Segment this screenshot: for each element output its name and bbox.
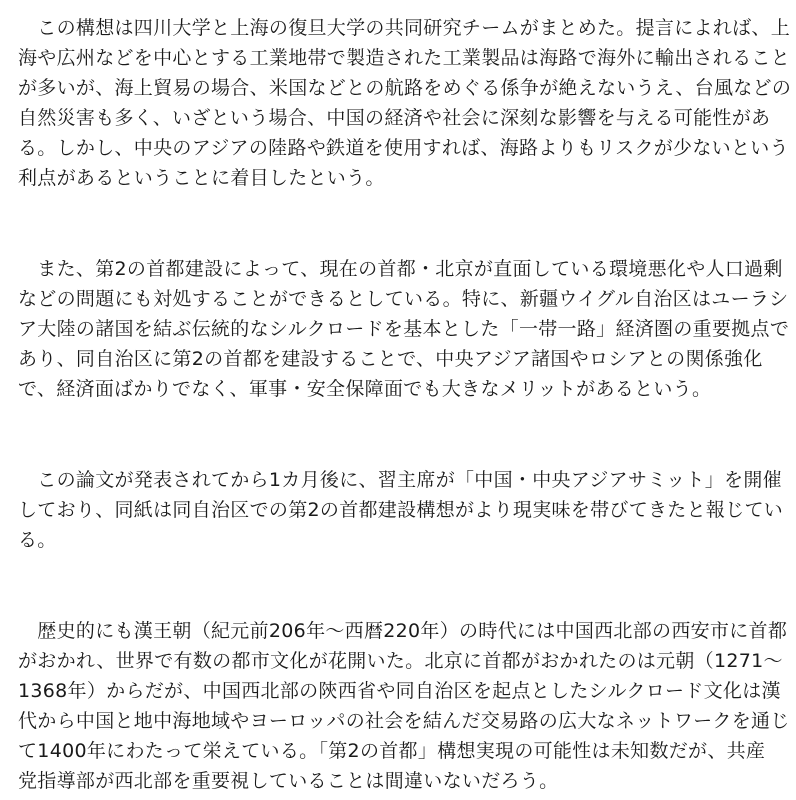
paragraph-4: [18, 616, 790, 796]
text-line: て1400年にわたって栄えている。「第2の首都」構想実現の可能性は未知数だが、共産: [18, 740, 766, 762]
text-line: る。: [18, 529, 57, 551]
text-line: あり、同自治区に第2の首都を建設することで、中央アジア諸国やロシアとの関係強化: [18, 348, 763, 370]
text-line: 党指導部が西北部を重要視していることは間違いないだろう。: [18, 770, 559, 792]
text-line: また、第2の首都建設によって、現在の首都・北京が直面している環境悪化や人口過剰: [18, 258, 783, 280]
text-line: この構想は四川大学と上海の復旦大学の共同研究チームがまとめた。提言によれば、上: [18, 17, 791, 39]
paragraph-spacer: [18, 404, 780, 465]
text-line: 海や広州などを中心とする工業地帯で製造された工業製品は海路で海外に輸出されること: [18, 47, 791, 69]
text-line: 1368年）からだが、中国西北部の陝西省や同自治区を起点としたシルクロード文化は漢: [18, 680, 781, 702]
article-body: [18, 13, 792, 796]
text-line: 代から中国と地中海地域やヨーロッパの社会を結んだ交易路の広大なネットワークを通じ: [18, 710, 790, 732]
paragraph-spacer: [18, 555, 780, 616]
text-line: 歴史的にも漢王朝（紀元前206年〜西暦220年）の時代には中国西北部の西安市に首都: [18, 620, 788, 642]
text-line: この論文が発表されてから1カ月後に、習主席が「中国・中央アジアサミット」を開催: [18, 469, 782, 491]
text-line: などの問題にも対処することができるとしている。特に、新疆ウイグル自治区はユーラシ: [18, 288, 789, 310]
paragraph-3: [18, 465, 784, 555]
text-line: る。しかし、中央のアジアの陸路や鉄道を使用すれば、海路よりもリスクが少ないという: [18, 137, 789, 159]
text-line: がおかれ、世界で有数の都市文化が花開いた。北京に首都がおかれたのは元朝（1271〜: [18, 650, 783, 672]
paragraph-spacer: [18, 193, 780, 254]
paragraph-1: [18, 13, 792, 193]
text-line: が多いが、海上貿易の場合、米国などとの航路をめぐる係争が絶えないうえ、台風などの: [18, 77, 792, 99]
text-line: 利点があるということに着目したという。: [18, 167, 385, 189]
text-line: 自然災害も多く、いざという場合、中国の経済や社会に深刻な影響を与える可能性があ: [18, 107, 771, 129]
text-line: ア大陸の諸国を結ぶ伝統的なシルクロードを基本とした「一帯一路」経済圏の重要拠点で: [18, 318, 790, 340]
paragraph-2: [18, 254, 790, 404]
text-line: しており、同紙は同自治区での第2の首都建設構想がより現実味を帯びてきたと報じてい: [18, 499, 784, 521]
text-line: で、経済面ばかりでなく、軍事・安全保障面でも大きなメリットがあるという。: [18, 378, 712, 400]
